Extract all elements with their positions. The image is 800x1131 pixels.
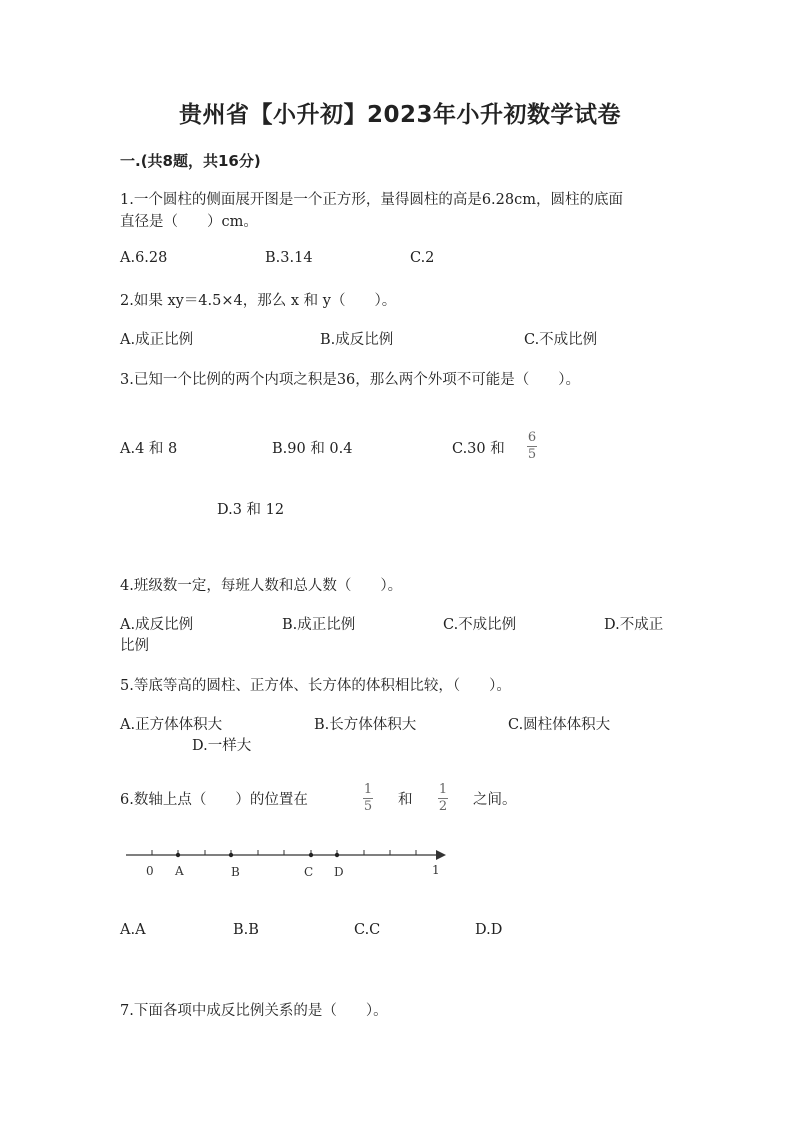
question-3: 3.已知一个比例的两个内项之积是36，那么两个外项不可能是（ ）。 xyxy=(120,372,581,388)
q1-option-c: C.2 xyxy=(410,250,435,266)
question-4: 4.班级数一定，每班人数和总人数（ ）。 xyxy=(120,578,403,594)
point-d-dot xyxy=(335,853,339,857)
number-line-one-label: 1 xyxy=(432,863,440,877)
q6-option-d: D.D xyxy=(475,922,503,938)
q5-option-d: D.一样大 xyxy=(192,738,252,754)
question-7: 7.下面各项中成反比例关系的是（ ）。 xyxy=(120,1003,388,1019)
question-6-and: 和 xyxy=(398,792,413,808)
q4-option-d-continued: 比例 xyxy=(120,638,149,654)
question-2: 2.如果 xy＝4.5×4，那么 x 和 y（ ）。 xyxy=(120,293,397,309)
point-c-label: C xyxy=(304,865,314,879)
q3-option-a: A.4 和 8 xyxy=(120,441,178,457)
q6-option-b: B.B xyxy=(233,922,259,938)
q6-option-c: C.C xyxy=(354,922,381,938)
point-d-label: D xyxy=(334,865,344,879)
q2-option-c: C.不成比例 xyxy=(524,332,598,348)
q4-option-c: C.不成比例 xyxy=(443,617,517,633)
point-c-dot xyxy=(309,853,313,857)
q3-option-d: D.3 和 12 xyxy=(217,502,285,518)
point-a-dot xyxy=(176,853,180,857)
q6-fraction-one-fifth xyxy=(363,783,373,814)
number-line-ticks xyxy=(152,850,416,855)
q4-option-d: D.不成正 xyxy=(604,617,664,633)
q3-fraction-six-fifths xyxy=(527,431,537,462)
question-6-between: 之间。 xyxy=(473,792,517,808)
q5-option-c: C.圆柱体体积大 xyxy=(508,717,611,733)
section-heading: 一.(共8题，共16分) xyxy=(120,152,261,170)
q4-option-b: B.成正比例 xyxy=(282,617,356,633)
fraction-denominator: 5 xyxy=(527,447,537,462)
point-b-label: B xyxy=(231,865,240,879)
q3-option-b: B.90 和 0.4 xyxy=(272,441,353,457)
question-5: 5.等底等高的圆柱、正方体、长方体的体积相比较，（ ）。 xyxy=(120,678,511,694)
q1-option-a: A.6.28 xyxy=(120,250,168,266)
number-line-arrow xyxy=(436,850,446,860)
number-line xyxy=(118,840,458,885)
fraction-numerator: 1 xyxy=(438,782,448,797)
q5-option-a: A.正方体体积大 xyxy=(120,717,223,733)
fraction-numerator: 1 xyxy=(363,782,373,797)
q6-option-a: A.A xyxy=(120,922,146,938)
q4-option-a: A.成反比例 xyxy=(120,617,194,633)
fraction-denominator: 5 xyxy=(363,799,373,814)
number-line-zero-label: 0 xyxy=(146,864,154,878)
q3-option-c: C.30 和 xyxy=(452,441,505,457)
question-6-text: 6.数轴上点（ ）的位置在 xyxy=(120,792,308,808)
question-1-line-2: 直径是（ ）cm。 xyxy=(120,214,258,230)
q6-fraction-one-half xyxy=(438,783,448,814)
point-a-label: A xyxy=(175,864,184,878)
fraction-numerator: 6 xyxy=(527,430,537,445)
exam-title: 贵州省【小升初】2023年小升初数学试卷 xyxy=(178,102,621,128)
q2-option-b: B.成反比例 xyxy=(320,332,394,348)
q2-option-a: A.成正比例 xyxy=(120,332,194,348)
question-1-line-1: 1.一个圆柱的侧面展开图是一个正方形，量得圆柱的高是6.28cm，圆柱的底面 xyxy=(120,192,623,208)
q5-option-b: B.长方体体积大 xyxy=(314,717,417,733)
point-b-dot xyxy=(229,853,233,857)
q1-option-b: B.3.14 xyxy=(265,250,313,266)
fraction-denominator: 2 xyxy=(438,799,448,814)
